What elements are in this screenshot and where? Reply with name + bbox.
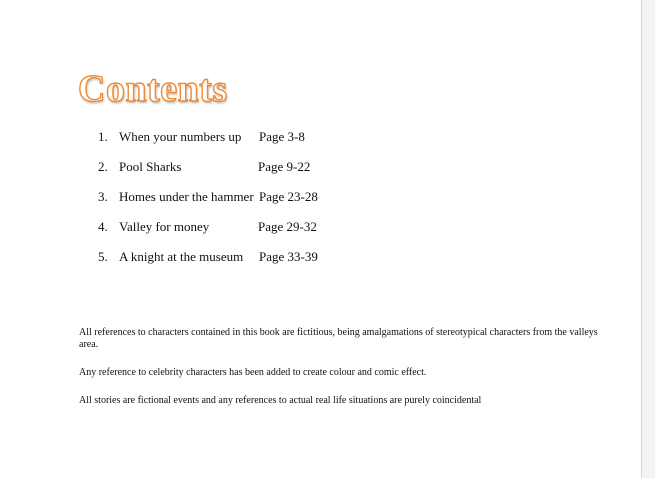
toc-page-range: Page 9-22 <box>258 159 311 174</box>
disclaimer-characters: All references to characters contained in this book are fictitious, being amalgamations of stereotypical characters from the valleys area. <box>79 327 598 350</box>
toc-page-range: Page 23-28 <box>259 189 318 204</box>
disclaimer-notes <box>79 327 599 423</box>
toc-page-range: Page 33-39 <box>259 249 318 264</box>
disclaimer-celebrities: Any reference to celebrity characters has been added to create colour and comic effect. <box>79 367 427 378</box>
toc-title: Homes under the hammer <box>119 189 254 204</box>
toc-number: 4. <box>98 219 108 234</box>
toc-title: When your numbers up <box>119 129 242 144</box>
toc-title: A knight at the museum <box>119 249 244 264</box>
page-gutter <box>642 0 655 478</box>
toc-page-range: Page 29-32 <box>258 219 317 234</box>
toc-number: 1. <box>98 129 108 144</box>
toc-title: Pool Sharks <box>119 159 182 174</box>
toc-page-range: Page 3-8 <box>259 129 305 144</box>
toc-number: 3. <box>98 189 108 204</box>
toc-number: 2. <box>98 159 108 174</box>
page-title: Contents <box>78 68 228 110</box>
toc-title: Valley for money <box>119 219 210 234</box>
toc-number: 5. <box>98 249 108 264</box>
disclaimer-fictional-events: All stories are fictional events and any references to actual real life situations are purely coincidental <box>79 395 482 406</box>
